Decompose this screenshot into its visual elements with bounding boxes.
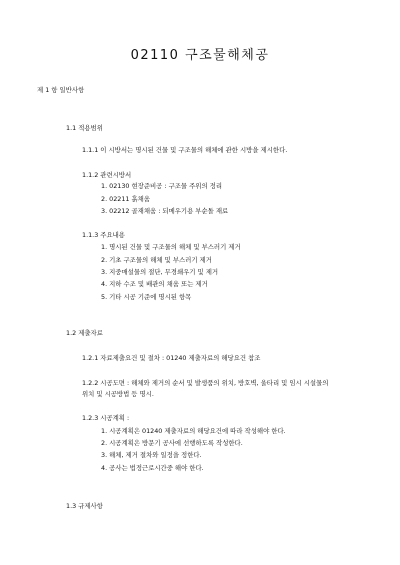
chapter-heading: 제 1 항 일반사항 xyxy=(37,86,85,94)
list-item: 1. 명시된 건물 및 구조물의 해체 및 부스러기 제거 xyxy=(101,243,241,251)
list-item: 3. 해체, 제거 절차와 일정을 정한다. xyxy=(101,451,202,459)
list-item: 1. 02130 현장준비공 : 구조물 주위의 정리 xyxy=(101,182,223,190)
paragraph-1-1-1: 1.1.1 이 시방서는 명시된 건물 및 구조물의 해체에 관한 시방을 제시한다. xyxy=(82,146,288,154)
document-title: 02110 구조물해체공 xyxy=(130,48,270,63)
paragraph-1-2-1: 1.2.1 자료제출요건 및 절차 : 01240 제출자료의 해당요건 참조 xyxy=(82,354,261,362)
list-item: 4. 지하 수조 및 배관의 채움 또는 제거 xyxy=(101,280,208,288)
list-item: 2. 02211 흙채움 xyxy=(101,195,151,203)
list-item: 4. 공사는 법정근로시간중 해야 한다. xyxy=(101,464,204,472)
list-item: 3. 지중매설물의 절단, 무경쇄우기 및 제거 xyxy=(101,268,219,276)
list-item: 5. 기타 시공 기준에 명시된 항목 xyxy=(101,293,192,301)
list-item: 2. 시공계획은 방문기 공사에 선행하도록 작성한다. xyxy=(101,439,243,447)
section-heading-1-1: 1.1 적용범위 xyxy=(66,124,103,132)
list-item: 1. 시공계획은 01240 제출자료의 해당요건에 따라 작성해야 한다. xyxy=(101,427,286,435)
subsection-heading-1-2-3: 1.2.3 시공계획 : xyxy=(82,414,130,422)
list-item: 3. 02212 골재채움 : 되메우기용 부순돌 재료 xyxy=(101,207,229,215)
subsection-heading-1-1-2: 1.1.2 관련시방서 xyxy=(82,171,132,179)
section-heading-1-2: 1.2 제출자료 xyxy=(66,329,103,337)
section-heading-1-3: 1.3 규제사항 xyxy=(66,502,103,510)
paragraph-1-2-2: 1.2.2 시공도면 : 해체와 제거의 순서 및 발생품의 위치, 방호벽, 울타리 및 임시 시설물의 위치 및 시공방법 등 명시. xyxy=(82,379,329,398)
subsection-heading-1-1-3: 1.1.3 주요내용 xyxy=(82,231,125,239)
list-item: 2. 기초 구조물의 해체 및 부스러기 제거 xyxy=(101,256,212,264)
